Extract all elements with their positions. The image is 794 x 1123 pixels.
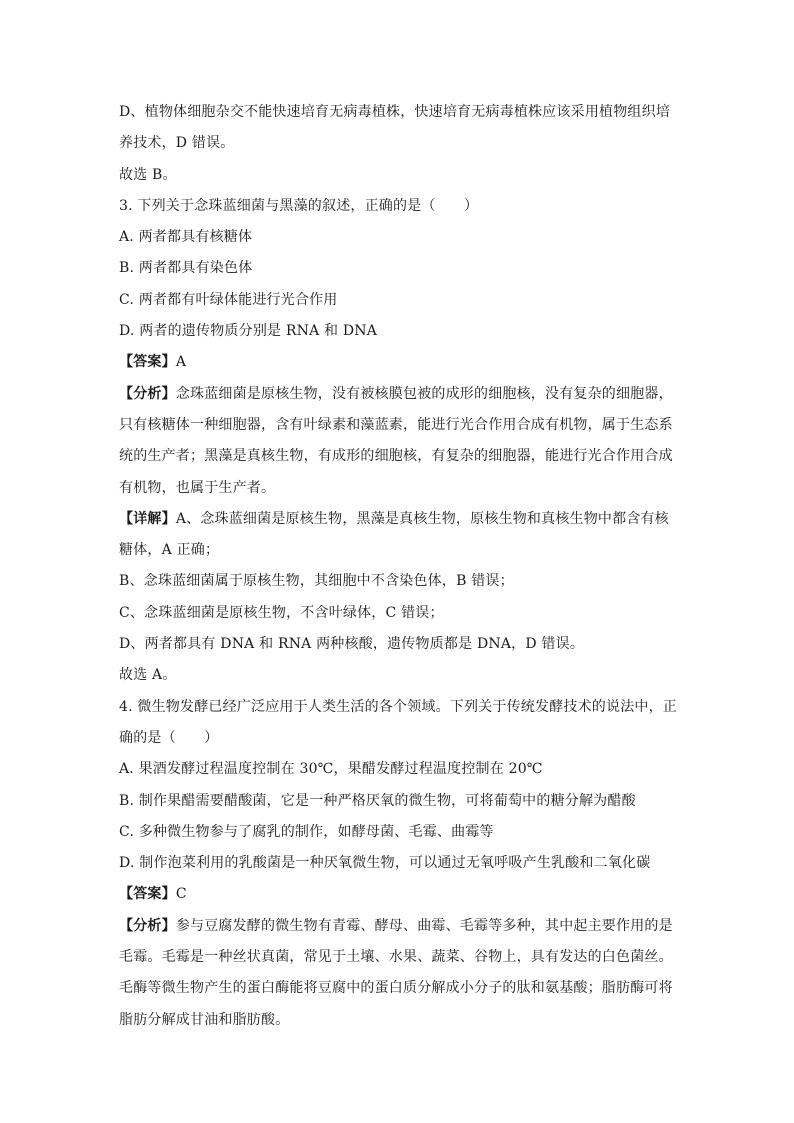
q2-choose-answer: 故选 B。: [119, 166, 177, 183]
q3-detail-line-4: C、念珠蓝细菌是原核生物，不含叶绿体，C 错误；: [119, 604, 444, 621]
q4-option-a: A. 果酒发酵过程温度控制在 30℃，果醋发酵过程温度控制在 20℃: [119, 761, 543, 778]
answer-value: A: [175, 354, 187, 371]
q3-stem: 3. 下列关于念珠蓝细菌与黑藻的叙述，正确的是（ ）: [119, 197, 479, 214]
q2-option-d-explanation-line-1: D、植物体细胞杂交不能快速培育无病毒植株，快速培育无病毒植株应该采用植物组织培: [119, 104, 671, 120]
analysis-tag: 【分析】: [119, 917, 176, 934]
q3-choose-answer: 故选 A。: [119, 667, 177, 684]
detail-tag: 【详解】: [119, 510, 176, 527]
q3-analysis-line-1: [119, 379, 679, 410]
answer-tag: 【答案】: [119, 354, 176, 371]
q4-analysis-line-3: 毛酶等微生物产生的蛋白酶能将豆腐中的蛋白质分解成小分子的肽和氨基酸；脂肪酶可将: [119, 980, 673, 997]
answer-value: C: [175, 886, 187, 903]
q3-analysis-line-2: 只有核糖体一种细胞器，含有叶绿素和藻蓝素，能进行光合作用合成有机物，属于生态系: [119, 416, 673, 433]
q4-option-d: D. 制作泡菜利用的乳酸菌是一种厌氧微生物，可以通过无氧呼吸产生乳酸和二氧化碳: [119, 855, 651, 872]
q3-answer: [119, 347, 679, 378]
q4-stem-line-2: 确的是（ ）: [119, 729, 219, 746]
detail-text: A、念珠蓝细菌是原核生物，黑藻是真核生物，原核生物和真核生物中都含有核: [175, 510, 669, 527]
q4-analysis-line-4: 脂肪分解成甘油和脂肪酸。: [119, 1011, 290, 1028]
q4-analysis-line-2: 毛霉。毛霉是一种丝状真菌，常见于土壤、水果、蔬菜、谷物上，具有发达的白色菌丝。: [119, 949, 673, 966]
q3-option-b: B. 两者都具有染色体: [119, 260, 253, 277]
q3-option-a: A. 两者都具有核糖体: [119, 229, 253, 246]
q4-stem-line-1: 4. 微生物发酵已经广泛应用于人类生活的各个领域。下列关于传统发酵技术的说法中，正: [119, 698, 678, 715]
document-page: [119, 97, 679, 1036]
q4-answer: [119, 879, 679, 910]
q3-detail-line-3: B、念珠蓝细菌属于原核生物，其细胞中不含染色体，B 错误；: [119, 573, 514, 590]
q4-option-c: C. 多种微生物参与了腐乳的制作，如酵母菌、毛霉、曲霉等: [119, 823, 494, 840]
q2-option-d-explanation-line-2: 养技术，D 错误。: [119, 135, 235, 152]
q3-analysis-line-4: 有机物，也属于生产者。: [119, 479, 276, 496]
answer-tag: 【答案】: [119, 886, 176, 903]
analysis-text: 参与豆腐发酵的微生物有青霉、酵母、曲霉、毛霉等多种，其中起主要作用的是: [175, 917, 673, 934]
analysis-tag: 【分析】: [119, 385, 176, 402]
q3-detail-line-5: D、两者都具有 DNA 和 RNA 两种核酸，遗传物质都是 DNA，D 错误。: [119, 636, 585, 653]
q3-detail-line-2: 糖体，A 正确；: [119, 542, 220, 559]
analysis-text: 念珠蓝细菌是原核生物，没有被核膜包被的成形的细胞核，没有复杂的细胞器，: [175, 385, 673, 402]
q3-option-d: D. 两者的遗传物质分别是 RNA 和 DNA: [119, 323, 378, 340]
q3-option-c: C. 两者都有叶绿体能进行光合作用: [119, 291, 338, 308]
q4-analysis-line-1: [119, 911, 679, 942]
q4-option-b: B. 制作果醋需要醋酸菌，它是一种严格厌氧的微生物，可将葡萄中的糖分解为醋酸: [119, 792, 636, 809]
q3-detail-line-1: [119, 504, 679, 535]
q3-analysis-line-3: 统的生产者；黑藻是真核生物，有成形的细胞核，有复杂的细胞器，能进行光合作用合成: [119, 448, 673, 465]
